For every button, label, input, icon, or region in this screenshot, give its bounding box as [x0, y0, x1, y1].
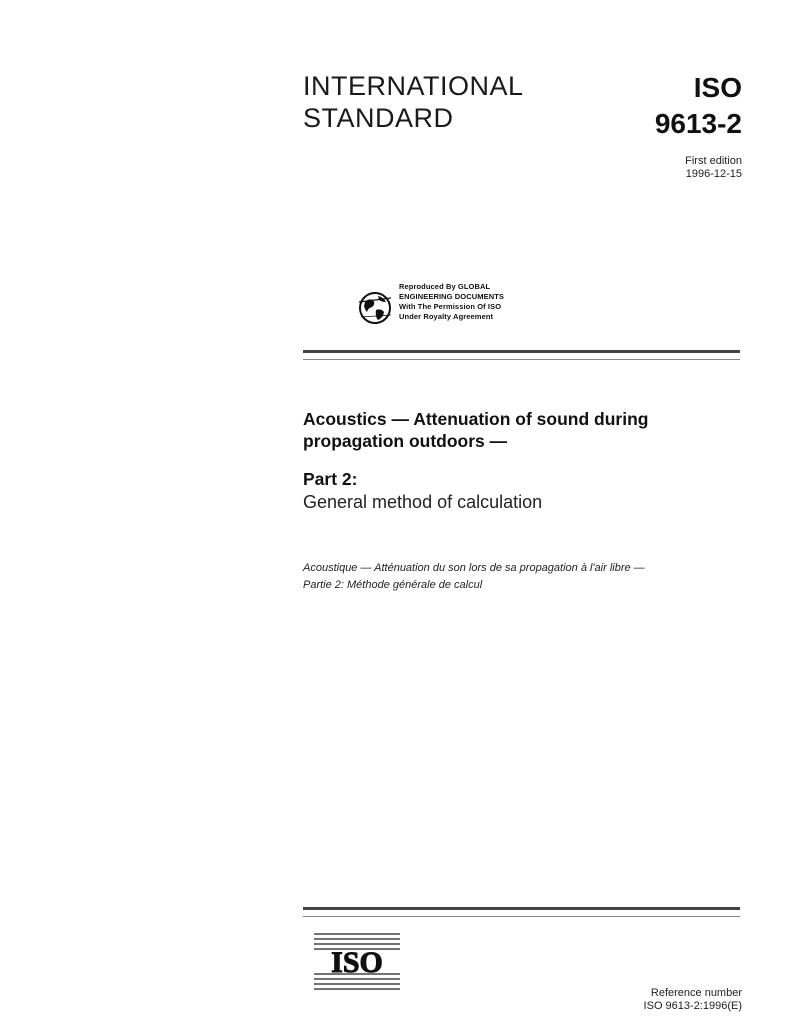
standard-type-line2: STANDARD — [303, 103, 454, 133]
edition-date: 1996-12-15 — [685, 168, 742, 180]
reproduction-line4: Under Royalty Agreement — [399, 312, 494, 321]
french-title-line2: Partie 2: Méthode générale de calcul — [303, 579, 483, 591]
reference-number — [644, 987, 742, 1013]
document-title — [303, 408, 740, 452]
reference-label: Reference number — [650, 987, 742, 999]
reproduction-text — [399, 282, 504, 322]
reproduction-line3: With The Permission Of ISO — [399, 302, 502, 311]
standard-number: 9613-2 — [654, 108, 742, 139]
bottom-divider — [303, 907, 740, 917]
standard-id — [655, 70, 742, 142]
reproduction-line2: ENGINEERING DOCUMENTS — [399, 292, 505, 301]
iso-logo-text: ISO — [331, 946, 383, 979]
top-divider — [303, 350, 740, 360]
part-label: Part 2: — [303, 469, 358, 489]
french-title — [303, 560, 645, 594]
iso-logo — [312, 930, 402, 992]
reference-value: ISO 9613-2:1996(E) — [643, 1000, 742, 1012]
french-title-line1: Acoustique — Atténuation du son lors de sa propagation à l'air libre — — [303, 562, 645, 574]
standard-type-line1: INTERNATIONAL — [303, 71, 524, 101]
title-line2: propagation outdoors — — [303, 431, 508, 451]
reproduction-notice — [357, 282, 547, 334]
globe-icon — [357, 290, 393, 326]
edition-info — [685, 155, 742, 181]
edition-label: First edition — [685, 155, 742, 167]
standard-type — [303, 70, 524, 134]
part-subtitle: General method of calculation — [303, 492, 543, 512]
iso-label: ISO — [693, 72, 742, 103]
title-line1: Acoustics — Attenuation of sound during — [303, 409, 649, 429]
reproduction-line1: Reproduced By GLOBAL — [399, 282, 491, 291]
